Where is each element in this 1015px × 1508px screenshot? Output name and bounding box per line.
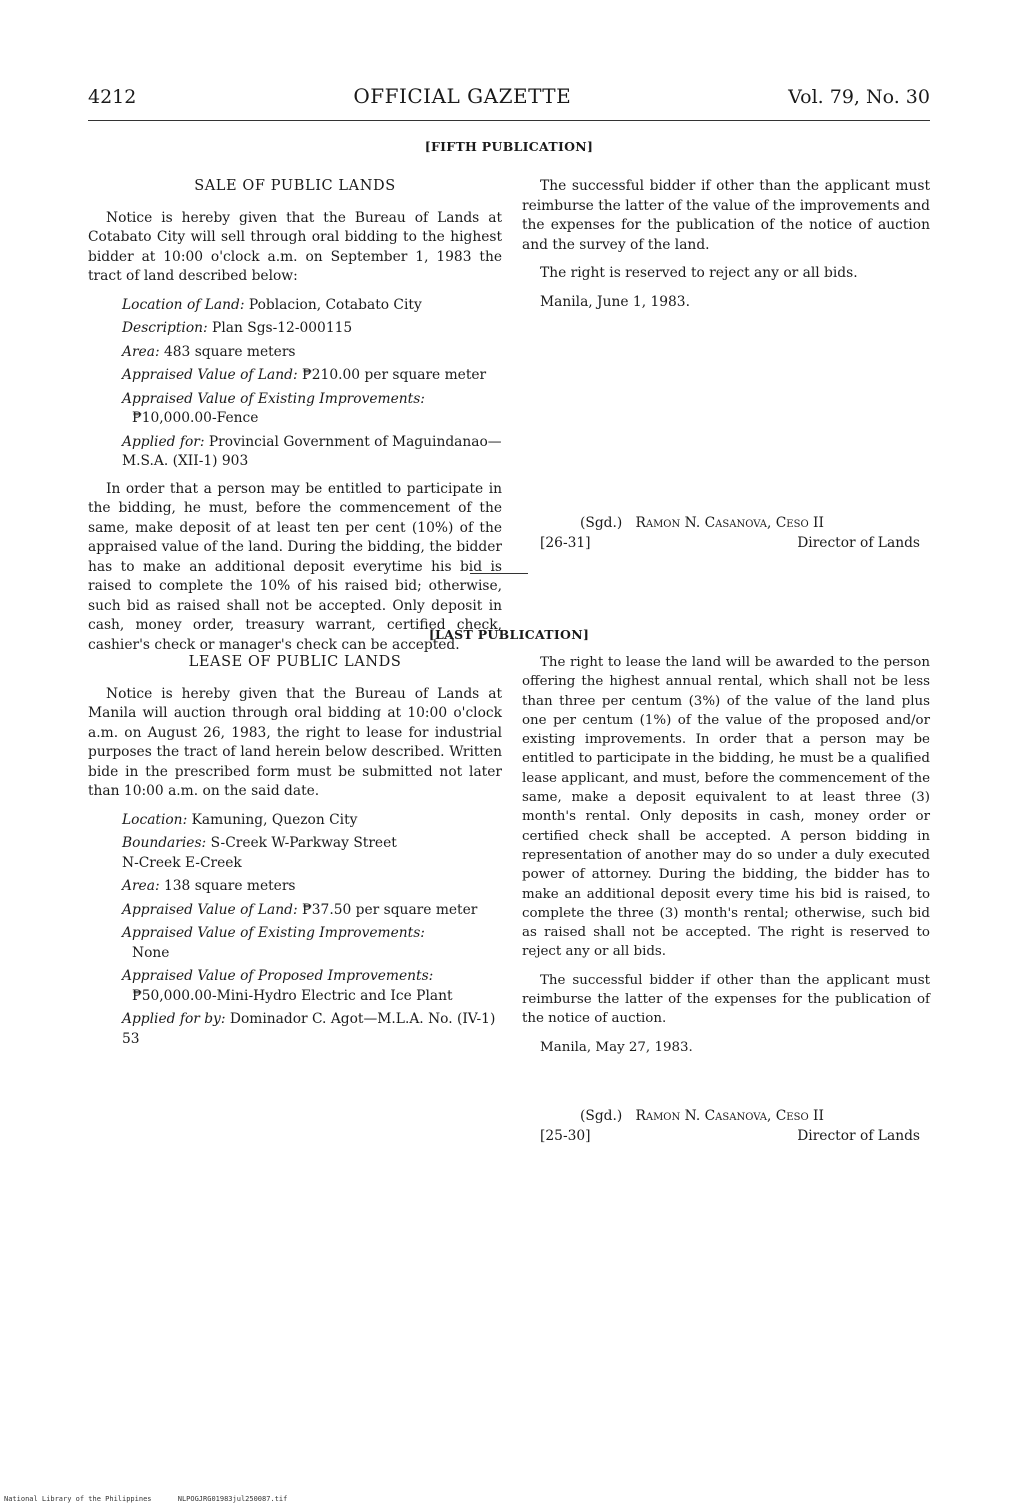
signatory-position: Director of Lands [797, 1127, 920, 1144]
notice-intro: Notice is hereby given that the Bureau of Lands at Manila will auction through oral bidding at 10:00 o'clock a.m. on August 26, 1983, the right to lease for industrial purposes the tract of land herein below described. Written bide in the prescribed form must be submitted not later than 10:00 a.m. on the said date. [88, 685, 502, 799]
detail-subvalue: None [132, 944, 170, 961]
detail-subvalue: ₱10,000.00-Fence [132, 410, 259, 426]
detail-value: S-Creek W-Parkway Street [206, 835, 397, 851]
publication-label-last: [LAST PUBLICATION] [428, 627, 590, 642]
detail-item [88, 834, 502, 873]
signatory-position: Director of Lands [797, 534, 920, 551]
sgd-label: (Sgd.) [580, 1108, 623, 1124]
land-details [88, 296, 502, 472]
detail-item [88, 1010, 502, 1049]
reimburse-paragraph: The successful bidder if other than the applicant must reimburse the latter of the expenses for the publication of the notice of auction. [522, 972, 930, 1027]
detail-label: Appraised Value of Proposed Improvements: [122, 968, 434, 984]
detail-value: Poblacion, Cotabato City [244, 296, 422, 313]
notice-separator [470, 573, 528, 574]
scan-footer [4, 1495, 309, 1503]
detail-item [88, 433, 502, 472]
volume-number: Vol. 79, No. 30 [788, 86, 930, 108]
detail-value: Kamuning, Quezon City [187, 811, 358, 828]
gazette-title: OFFICIAL GAZETTE [353, 84, 572, 108]
detail-label: Area: [122, 343, 160, 360]
place-date: Manila, May 27, 1983. [540, 1039, 693, 1055]
detail-label: Appraised Value of Existing Improvements: [122, 390, 425, 407]
detail-label: Location of Land: [122, 296, 245, 313]
notice-lease-right-column [522, 653, 930, 1066]
detail-label: Area: [122, 878, 160, 894]
detail-item [88, 296, 502, 316]
notice-heading: SALE OF PUBLIC LANDS [194, 178, 396, 194]
detail-item [88, 877, 502, 897]
detail-item [88, 366, 502, 386]
detail-label: Applied for: [122, 433, 205, 450]
signatory-name: Ramon N. Casanova, Ceso II [635, 515, 824, 531]
detail-item [88, 319, 502, 339]
detail-label: Appraised Value of Land: [122, 367, 298, 383]
page-header [88, 84, 930, 112]
detail-item [88, 390, 502, 429]
notice-sale-right-column [522, 177, 930, 321]
detail-label: Appraised Value of Land: [122, 901, 298, 918]
detail-value: Plan Sgs-12-000115 [207, 320, 353, 336]
publication-ref: [26-31] [540, 534, 591, 551]
notice-sale-left-column [88, 177, 502, 664]
detail-value: 138 square meters [159, 878, 296, 894]
notice-intro: Notice is hereby given that the Bureau of Lands at Cotabato City will sell through oral bidding to the highest bidder at 10:00 o'clock a.m. on September 1, 1983 the tract of land described below: [88, 209, 502, 284]
detail-label: Appraised Value of Existing Improvements: [122, 925, 425, 941]
notice-lease-left-column [88, 653, 502, 1053]
detail-value: ₱210.00 per square meter [297, 367, 487, 383]
signature-block [540, 1107, 920, 1146]
detail-item [88, 343, 502, 363]
detail-item [88, 924, 502, 963]
reserve-paragraph: The right is reserved to reject any or all bids. [540, 265, 858, 281]
sgd-label: (Sgd.) [580, 515, 623, 531]
deposit-paragraph: In order that a person may be entitled to participate in the bidding, he must, before the commencement of the same, make deposit of at least ten per cent (10%) of the appraised value of the land. During the bidding, the bidder has to make an additional deposit everytime his bid is raised to complete the 10% of his raised bid; otherwise, such bid as raised shall not be accepted. Only deposit in cash, money order, treasury warrant, certified check, cashier's check or manager's check can be accepted. [88, 480, 502, 653]
signature-block [540, 514, 920, 553]
detail-value: ₱37.50 per square meter [297, 901, 478, 918]
detail-value: Dominador C. Agot—M.L.A. No. (IV-1) 53 [122, 1011, 496, 1047]
publication-ref: [25-30] [540, 1127, 591, 1144]
file-name: NLPOGJRG01983jul250087.tif [177, 1495, 288, 1503]
detail-label: Location: [122, 811, 188, 828]
detail-subvalue: N-Creek E-Creek [122, 854, 242, 871]
land-details [88, 811, 502, 1050]
detail-subvalue: ₱50,000.00-Mini-Hydro Electric and Ice Plant [132, 987, 453, 1004]
rental-paragraph: The right to lease the land will be awarded to the person offering the highest annual rental, which shall not be less than three per centum (3%) of the value of the land plus one per centum (1%) of the value of the proposed and/or existing improvements. In order that a person may be entitled to participate in the bidding, he must be a qualified lease applicant, and must, before the commencement of the same, make a deposit equivalent to at least three (3) month's rental. Only deposits in cash, money order or certified check shall be accepted. A person bidding in representation of another may do so under a duly executed power of attorney. During the bidding, the bidder has to make an additional deposit every time his bid is raised, to complete the three (3) month's rental; otherwise, such bid as raised shall not be accepted. The right is reserved to reject any or all bids. [522, 655, 930, 960]
notice-heading: LEASE OF PUBLIC LANDS [188, 654, 402, 670]
header-rule [88, 120, 930, 121]
page-number: 4212 [88, 86, 137, 108]
library-credit: National Library of the Philippines [4, 1495, 152, 1503]
place-date: Manila, June 1, 1983. [540, 293, 690, 310]
signatory-name: Ramon N. Casanova, Ceso II [635, 1108, 824, 1124]
reimburse-paragraph: The successful bidder if other than the applicant must reimburse the latter of the value of the improvements and the expenses for the publication of the notice of auction and the survey of the land. [522, 178, 930, 253]
detail-label: Description: [122, 320, 208, 336]
detail-item [88, 901, 502, 921]
detail-value: 483 square meters [159, 343, 296, 360]
detail-item [88, 811, 502, 831]
detail-label: Applied for by: [122, 1011, 226, 1027]
publication-label-fifth: [FIFTH PUBLICATION] [424, 139, 594, 154]
detail-value: Provincial Government of Maguindanao—M.S.A. (XII-1) 903 [122, 433, 502, 469]
detail-label: Boundaries: [122, 835, 207, 851]
detail-item [88, 967, 502, 1006]
